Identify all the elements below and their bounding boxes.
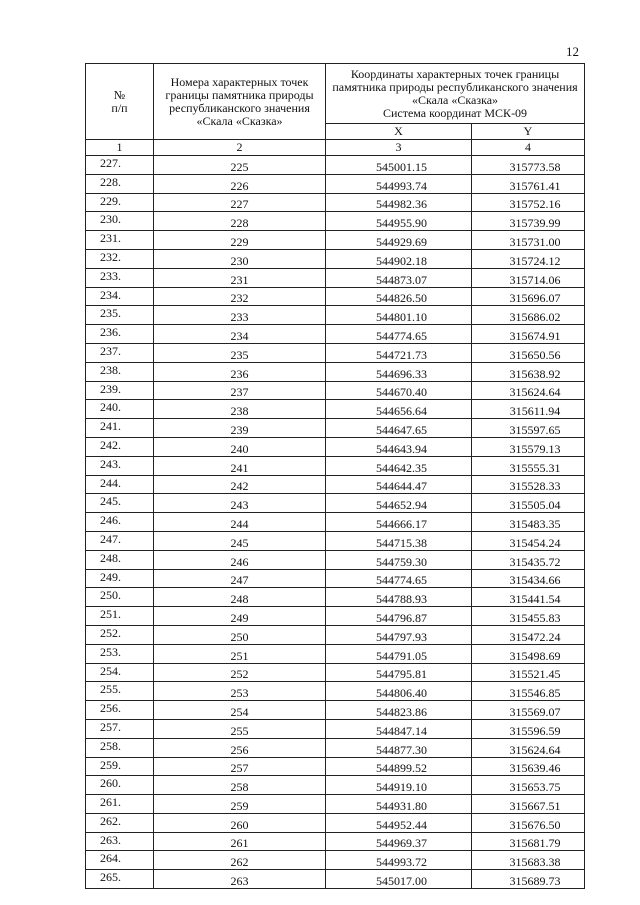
table-row	[86, 531, 585, 550]
coordinate-x: 544931.80	[326, 795, 472, 814]
point-number: 259	[154, 795, 326, 814]
row-number: 246.	[86, 513, 154, 532]
table-row	[86, 231, 585, 250]
coordinate-y: 315611.94	[472, 400, 585, 419]
table-row	[86, 569, 585, 588]
coordinate-y: 315498.69	[472, 644, 585, 663]
coordinate-x: 544759.30	[326, 550, 472, 569]
table-row	[86, 306, 585, 325]
coordinate-y: 315483.35	[472, 513, 585, 532]
row-number: 233.	[86, 268, 154, 287]
point-number: 242	[154, 475, 326, 494]
point-number: 225	[154, 156, 326, 175]
row-number: 248.	[86, 550, 154, 569]
table-row	[86, 212, 585, 231]
row-number: 239.	[86, 381, 154, 400]
point-number: 238	[154, 400, 326, 419]
table-row	[86, 193, 585, 212]
point-number: 230	[154, 249, 326, 268]
point-number: 232	[154, 287, 326, 306]
coordinate-x: 544993.72	[326, 851, 472, 870]
point-number: 263	[154, 870, 326, 889]
row-number: 229.	[86, 193, 154, 212]
coordinate-y: 315624.64	[472, 381, 585, 400]
row-number: 237.	[86, 343, 154, 362]
row-number: 230.	[86, 212, 154, 231]
coordinate-x: 544955.90	[326, 212, 472, 231]
table-row	[86, 701, 585, 720]
row-number: 244.	[86, 475, 154, 494]
row-number: 236.	[86, 325, 154, 344]
point-number: 251	[154, 644, 326, 663]
coordinate-x: 544801.10	[326, 306, 472, 325]
table-row	[86, 437, 585, 456]
row-number: 243.	[86, 456, 154, 475]
row-number: 251.	[86, 607, 154, 626]
point-number: 237	[154, 381, 326, 400]
header-point-numbers: Номера характерных точек границы памятника природы республиканского значения «Скала «Сказка»	[154, 64, 326, 140]
point-number: 252	[154, 663, 326, 682]
point-number: 240	[154, 437, 326, 456]
coordinate-y: 315505.04	[472, 494, 585, 513]
header-number-column	[86, 64, 154, 140]
table-row	[86, 663, 585, 682]
table-row	[86, 776, 585, 795]
table-row	[86, 719, 585, 738]
row-number: 258.	[86, 738, 154, 757]
row-number: 253.	[86, 644, 154, 663]
coordinate-x: 544952.44	[326, 813, 472, 832]
header-coordinates-title: Координаты характерных точек границы памятника природы республиканского значения «Скала «Сказка»	[332, 66, 578, 107]
coordinate-x: 544899.52	[326, 757, 472, 776]
table-row	[86, 325, 585, 344]
coordinate-y: 315667.51	[472, 795, 585, 814]
row-number: 231.	[86, 231, 154, 250]
coordinate-x: 544652.94	[326, 494, 472, 513]
point-number: 227	[154, 193, 326, 212]
table-row	[86, 513, 585, 532]
row-number: 259.	[86, 757, 154, 776]
coordinate-x: 544919.10	[326, 776, 472, 795]
coordinate-y: 315689.73	[472, 870, 585, 889]
coordinate-x: 544847.14	[326, 719, 472, 738]
coordinate-y: 315731.00	[472, 231, 585, 250]
header-number-symbol: №	[113, 87, 126, 102]
row-number: 227.	[86, 156, 154, 175]
coordinate-y: 315596.59	[472, 719, 585, 738]
header-index-1: 1	[86, 140, 154, 156]
table-row	[86, 625, 585, 644]
row-number: 262.	[86, 813, 154, 832]
point-number: 258	[154, 776, 326, 795]
coordinate-y: 315528.33	[472, 475, 585, 494]
header-index-4: 4	[472, 140, 585, 156]
point-number: 250	[154, 625, 326, 644]
point-number: 239	[154, 419, 326, 438]
point-number: 235	[154, 343, 326, 362]
row-number: 235.	[86, 306, 154, 325]
coordinate-y: 315597.65	[472, 419, 585, 438]
point-number: 245	[154, 531, 326, 550]
table-row	[86, 475, 585, 494]
row-number: 232.	[86, 249, 154, 268]
table-row	[86, 870, 585, 889]
coordinate-y: 315683.38	[472, 851, 585, 870]
coordinate-y: 315714.06	[472, 268, 585, 287]
coordinate-x: 544644.47	[326, 475, 472, 494]
point-number: 231	[154, 268, 326, 287]
coordinate-x: 544774.65	[326, 325, 472, 344]
point-number: 241	[154, 456, 326, 475]
point-number: 262	[154, 851, 326, 870]
page-number: 12	[566, 44, 579, 59]
table-row	[86, 851, 585, 870]
header-coordinates	[326, 64, 585, 124]
header-x: X	[326, 124, 472, 140]
row-number: 261.	[86, 795, 154, 814]
table-header	[86, 64, 585, 156]
coordinate-y: 315569.07	[472, 701, 585, 720]
coordinate-x: 545017.00	[326, 870, 472, 889]
table-row	[86, 287, 585, 306]
table-row	[86, 550, 585, 569]
coordinate-x: 544696.33	[326, 362, 472, 381]
coordinate-x: 544826.50	[326, 287, 472, 306]
coordinate-y: 315546.85	[472, 682, 585, 701]
point-number: 226	[154, 174, 326, 193]
row-number: 240.	[86, 400, 154, 419]
coordinate-x: 544666.17	[326, 513, 472, 532]
coordinate-y: 315761.41	[472, 174, 585, 193]
coordinate-x: 544823.86	[326, 701, 472, 720]
row-number: 247.	[86, 531, 154, 550]
coordinate-x: 544788.93	[326, 588, 472, 607]
point-number: 257	[154, 757, 326, 776]
table-row	[86, 738, 585, 757]
coordinate-x: 544806.40	[326, 682, 472, 701]
table-row	[86, 494, 585, 513]
coordinate-x: 544774.65	[326, 569, 472, 588]
coordinate-y: 315696.07	[472, 287, 585, 306]
header-y: Y	[472, 124, 585, 140]
coordinate-x: 544982.36	[326, 193, 472, 212]
table-body	[86, 156, 585, 889]
table-row	[86, 795, 585, 814]
coordinate-x: 544642.35	[326, 456, 472, 475]
row-number: 265.	[86, 870, 154, 889]
coordinate-y: 315455.83	[472, 607, 585, 626]
row-number: 228.	[86, 174, 154, 193]
row-number: 234.	[86, 287, 154, 306]
table-row	[86, 682, 585, 701]
table-row	[86, 174, 585, 193]
point-number: 247	[154, 569, 326, 588]
coordinate-x: 544797.93	[326, 625, 472, 644]
table-row	[86, 343, 585, 362]
coordinate-x: 544969.37	[326, 832, 472, 851]
row-number: 252.	[86, 625, 154, 644]
point-number: 228	[154, 212, 326, 231]
row-number: 257.	[86, 719, 154, 738]
table-row	[86, 400, 585, 419]
table-row	[86, 813, 585, 832]
coordinate-x: 544877.30	[326, 738, 472, 757]
point-number: 229	[154, 231, 326, 250]
coordinate-y: 315773.58	[472, 156, 585, 175]
coordinate-y: 315638.92	[472, 362, 585, 381]
coordinate-x: 544670.40	[326, 381, 472, 400]
coordinate-x: 544796.87	[326, 607, 472, 626]
coordinate-x: 544795.81	[326, 663, 472, 682]
table-row	[86, 832, 585, 851]
coordinate-x: 544902.18	[326, 249, 472, 268]
row-number: 263.	[86, 832, 154, 851]
coordinate-y: 315650.56	[472, 343, 585, 362]
point-number: 236	[154, 362, 326, 381]
coordinate-y: 315653.75	[472, 776, 585, 795]
point-number: 260	[154, 813, 326, 832]
coordinate-x: 545001.15	[326, 156, 472, 175]
header-index-2: 2	[154, 140, 326, 156]
header-coordinate-system: Система координат МСК-09	[382, 105, 528, 120]
coordinate-y: 315434.66	[472, 569, 585, 588]
point-number: 256	[154, 738, 326, 757]
coordinate-x: 544643.94	[326, 437, 472, 456]
coordinate-x: 544791.05	[326, 644, 472, 663]
row-number: 255.	[86, 682, 154, 701]
row-number: 260.	[86, 776, 154, 795]
coordinate-x: 544715.38	[326, 531, 472, 550]
table-row	[86, 607, 585, 626]
coordinate-y: 315579.13	[472, 437, 585, 456]
point-number: 246	[154, 550, 326, 569]
table-row	[86, 362, 585, 381]
coordinate-x: 544929.69	[326, 231, 472, 250]
coordinate-y: 315441.54	[472, 588, 585, 607]
coordinates-table	[85, 63, 585, 889]
table-row	[86, 588, 585, 607]
point-number: 233	[154, 306, 326, 325]
point-number: 244	[154, 513, 326, 532]
table-row	[86, 456, 585, 475]
coordinate-y: 315752.16	[472, 193, 585, 212]
coordinate-x: 544721.73	[326, 343, 472, 362]
coordinate-y: 315686.02	[472, 306, 585, 325]
point-number: 243	[154, 494, 326, 513]
coordinate-y: 315724.12	[472, 249, 585, 268]
point-number: 254	[154, 701, 326, 720]
coordinate-y: 315454.24	[472, 531, 585, 550]
coordinate-y: 315435.72	[472, 550, 585, 569]
coordinate-y: 315472.24	[472, 625, 585, 644]
row-number: 256.	[86, 701, 154, 720]
table-row	[86, 419, 585, 438]
table-row	[86, 644, 585, 663]
table-row	[86, 268, 585, 287]
coordinate-y: 315521.45	[472, 663, 585, 682]
coordinate-y: 315639.46	[472, 757, 585, 776]
point-number: 249	[154, 607, 326, 626]
coordinate-y: 315681.79	[472, 832, 585, 851]
header-number-abbrev: п/п	[111, 100, 128, 115]
coordinate-y: 315624.64	[472, 738, 585, 757]
coordinate-x: 544993.74	[326, 174, 472, 193]
coordinate-x: 544656.64	[326, 400, 472, 419]
row-number: 250.	[86, 588, 154, 607]
row-number: 242.	[86, 437, 154, 456]
table-row	[86, 249, 585, 268]
row-number: 249.	[86, 569, 154, 588]
point-number: 261	[154, 832, 326, 851]
row-number: 254.	[86, 663, 154, 682]
point-number: 248	[154, 588, 326, 607]
point-number: 255	[154, 719, 326, 738]
row-number: 238.	[86, 362, 154, 381]
coordinate-y: 315674.91	[472, 325, 585, 344]
coordinate-y: 315739.99	[472, 212, 585, 231]
row-number: 264.	[86, 851, 154, 870]
coordinate-x: 544647.65	[326, 419, 472, 438]
point-number: 234	[154, 325, 326, 344]
row-number: 245.	[86, 494, 154, 513]
row-number: 241.	[86, 419, 154, 438]
point-number: 253	[154, 682, 326, 701]
header-index-3: 3	[326, 140, 472, 156]
table-row	[86, 757, 585, 776]
table-row	[86, 156, 585, 175]
coordinate-y: 315555.31	[472, 456, 585, 475]
coordinate-x: 544873.07	[326, 268, 472, 287]
coordinate-y: 315676.50	[472, 813, 585, 832]
table-row	[86, 381, 585, 400]
